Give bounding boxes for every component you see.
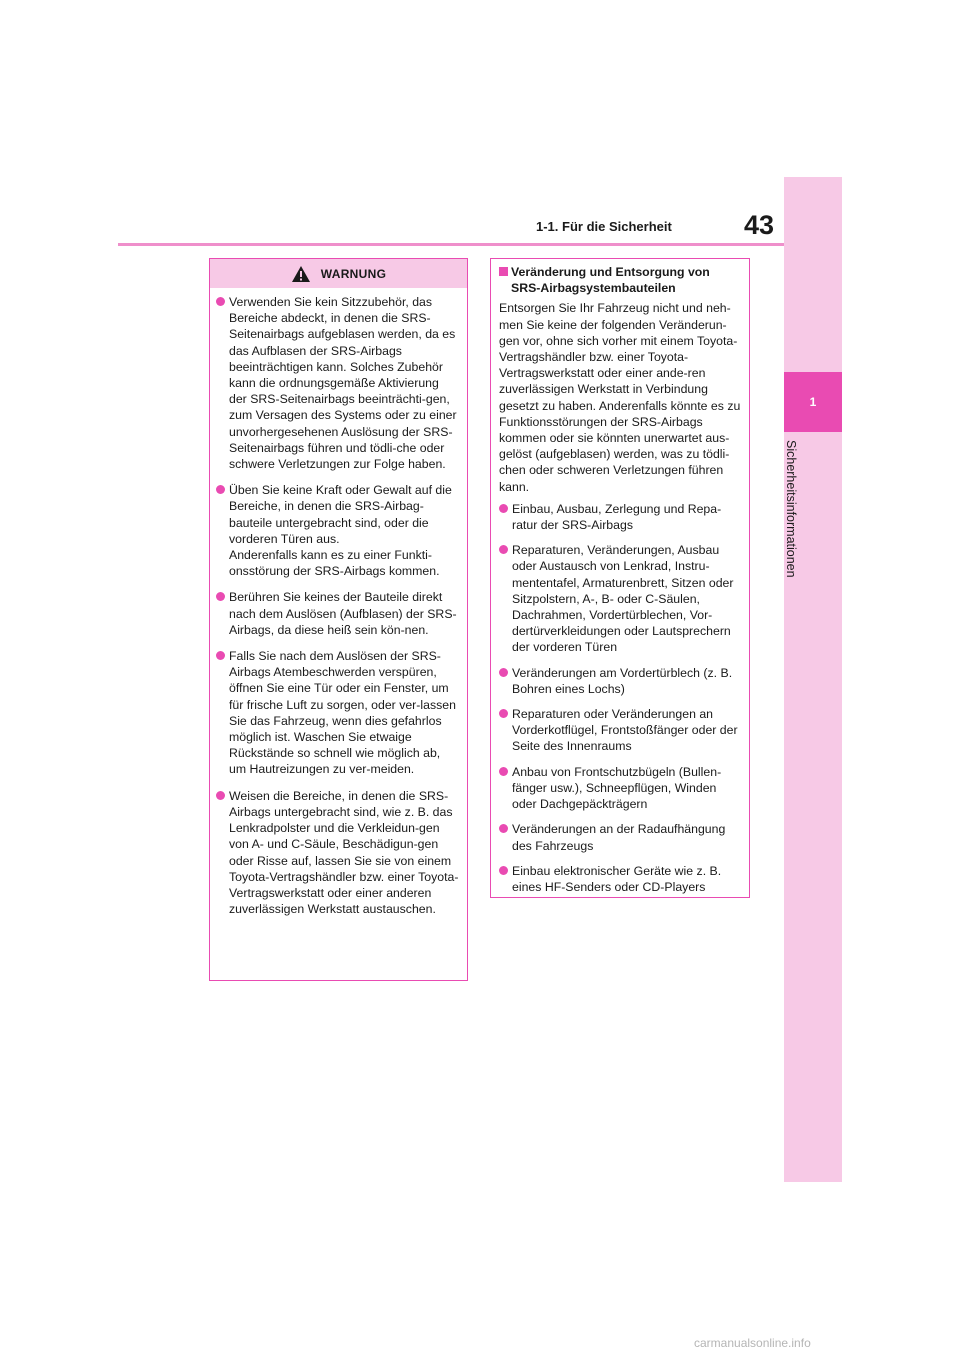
- modification-intro: Entsorgen Sie Ihr Fahrzeug nicht und neh-men Sie keine der folgenden Veränderun-gen vor, ohne sich vorher mit einem Toyota-Vertragshändler bzw. einer Toyota-Vertragswerkstatt oder einer ande-ren zuverlässigen Werkstatt in Verbindung gesetzt zu haben. Anderenfalls könnte es zu Funktionsstörungen der SRS-Airbags kommen oder sie könnten unerwartet aus-gelöst (aufgeblasen) werden, was zu tödli-chen oder schweren Verletzungen führen kann.: [499, 301, 741, 494]
- chapter-label: [782, 440, 802, 600]
- modification-box: [490, 258, 750, 898]
- list-item: Reparaturen oder Veränderungen an Vorderkotflügel, Frontstoßfänger oder der Seite des Innenraums: [499, 706, 741, 755]
- warning-box: [209, 258, 468, 981]
- page-number: 43: [744, 210, 775, 240]
- warning-header: [210, 259, 467, 288]
- section-title: 1-1. Für die Sicherheit: [536, 219, 672, 234]
- header-rule: [118, 243, 784, 246]
- modification-list: [499, 501, 741, 895]
- chapter-side-tab: [784, 177, 842, 1182]
- list-item: Weisen die Bereiche, in denen die SRS-Airbags untergebracht sind, wie z. B. das Lenkradpolster und die Verkleidun-gen von A- und C-Säule, Beschädigun-gen oder Risse auf, lassen Sie sie von einem Toyota-Vertragshändler bzw. einer Toyota-Vertragswerkstatt oder einer anderen zuverlässigen Werkstatt austauschen.: [216, 788, 459, 918]
- list-item: Falls Sie nach dem Auslösen der SRS-Airbags Atembeschwerden verspüren, öffnen Sie eine Tür oder ein Fenster, um für frische Luft zu sorgen, oder ver-lassen Sie das Fahrzeug, wenn dies gefahrlos möglich ist. Waschen Sie etwaige Rückstände so schnell wie möglich ab, um Hautreizungen zu ver-meiden.: [216, 648, 459, 778]
- chapter-label-text: Sicherheitsinformationen: [784, 440, 798, 578]
- list-item: Einbau, Ausbau, Zerlegung und Repa-ratur der SRS-Airbags: [499, 501, 741, 533]
- chapter-number-box: 1: [784, 372, 842, 432]
- warning-list: [210, 288, 467, 917]
- modification-heading: Veränderung und Entsorgung von SRS-Airbagsystembauteilen: [499, 264, 741, 296]
- list-item: Berühren Sie keines der Bauteile direkt nach dem Auslösen (Aufblasen) der SRS-Airbags, da diese heiß sein kön-nen.: [216, 589, 459, 638]
- warning-triangle-icon: [291, 265, 311, 283]
- list-item: Üben Sie keine Kraft oder Gewalt auf die Bereiche, in denen die SRS-Airbag-bauteile untergebracht sind, oder die vorderen Türen aus. Anderenfalls kann es zu einer Funkti-onsstörung der SRS-Airbags kommen.: [216, 482, 459, 579]
- warning-title: WARNUNG: [320, 266, 387, 281]
- list-item: Einbau elektronischer Geräte wie z. B. eines HF-Senders oder CD-Players: [499, 863, 741, 895]
- list-item: Anbau von Frontschutzbügeln (Bullen-fänger usw.), Schneepflügen, Winden oder Dachgepäckträgern: [499, 764, 741, 813]
- list-item: Reparaturen, Veränderungen, Ausbau oder Austausch von Lenkrad, Instru-mententafel, Armaturenbrett, Sitzen oder Sitzpolstern, A-, B- oder C-Säulen, Dachrahmen, Vordertürblechen, Vor-dertürverkleidungen oder Lautsprechern der vorderen Türen: [499, 542, 741, 655]
- watermark: carmanualsonline.info: [694, 1336, 811, 1350]
- list-item: Veränderungen am Vordertürblech (z. B. Bohren eines Lochs): [499, 665, 741, 697]
- list-item: Verwenden Sie kein Sitzzubehör, das Bereiche abdeckt, in denen die SRS-Seitenairbags aufgeblasen werden, da es das Aufblasen der SRS-Airbags beeinträchtigen kann. Solches Zubehör kann die ordnungsgemäße Aktivierung der SRS-Seitenairbags beeinträchti-gen, zum Versagen des Systems oder zu einer unvorhergesehenen Auslösung der SRS-Seitenairbags führen und tödli-che oder schwere Verletzungen zur Folge haben.: [216, 294, 459, 472]
- list-item: Veränderungen an der Radaufhängung des Fahrzeugs: [499, 821, 741, 853]
